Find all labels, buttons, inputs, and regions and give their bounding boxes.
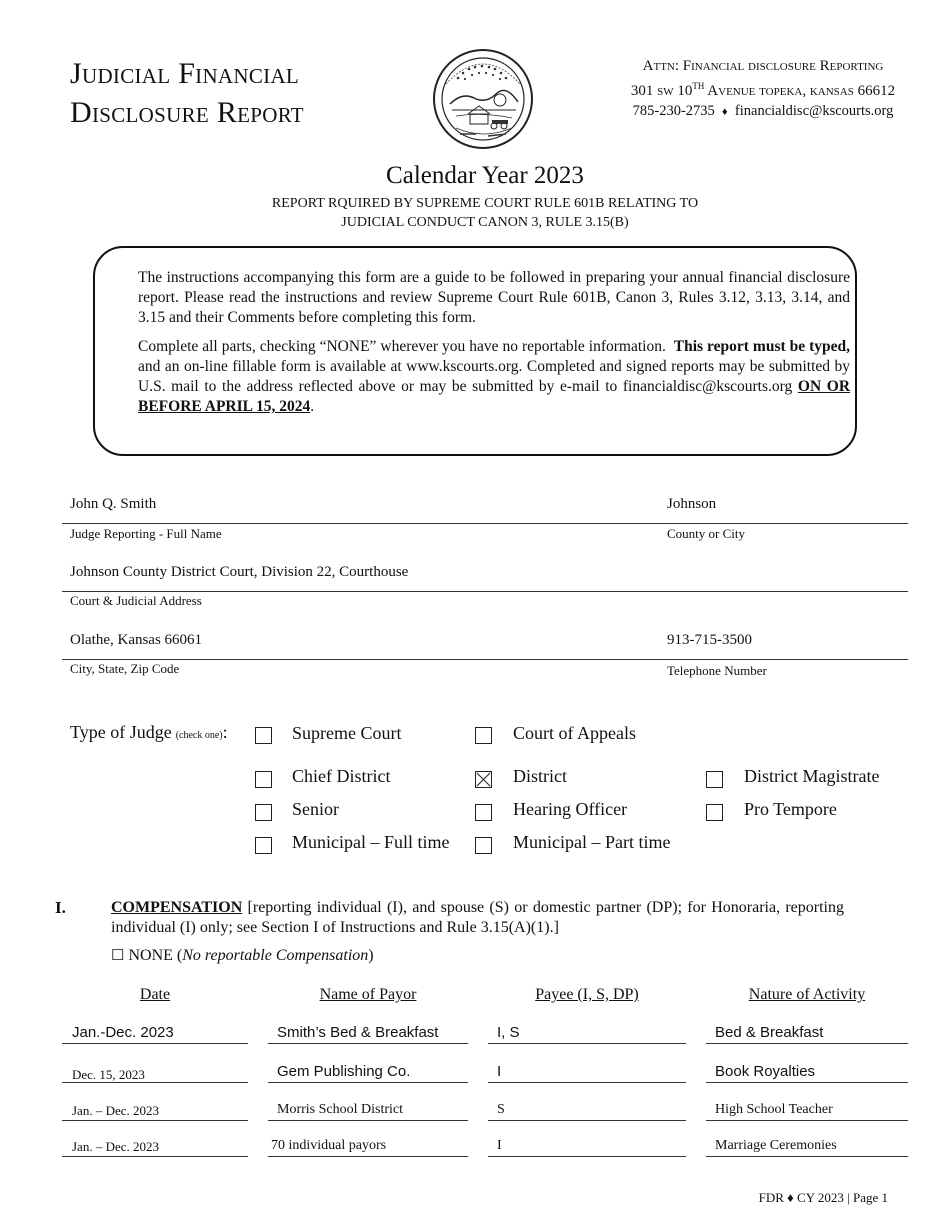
row-4-payee[interactable]: I — [497, 1138, 502, 1153]
option-municipal-full-time: Municipal – Full time — [292, 832, 450, 852]
option-court-of-appeals: Court of Appeals — [513, 723, 636, 743]
checkbox-supreme-court[interactable] — [255, 727, 272, 744]
row-4-payor[interactable]: 70 individual payors — [271, 1138, 387, 1153]
row-2-payee[interactable]: I — [497, 1063, 502, 1080]
row-3-nature[interactable]: High School Teacher — [715, 1102, 833, 1117]
checkbox-municipal-part-time[interactable] — [475, 837, 492, 854]
county-value[interactable]: Johnson — [667, 496, 717, 512]
city-state-zip-label: City, State, Zip Code — [70, 661, 180, 676]
telephone-value[interactable]: 913-715-3500 — [667, 632, 752, 648]
report-title-line2: Disclosure Report — [70, 96, 304, 129]
court-address-value[interactable]: Johnson County District Court, Division 22, Courthouse — [70, 564, 409, 580]
option-district: District — [513, 766, 567, 786]
rule-requirement: REPORT RQUIRED BY SUPREME COURT RULE 601B RELATING TO JUDICIAL CONDUCT CANON 3, RULE 3.15(B) — [271, 196, 699, 230]
row-1-nature[interactable]: Bed & Breakfast — [715, 1024, 824, 1041]
option-senior: Senior — [292, 799, 339, 819]
attn-line: Attn: Financial disclosure Reporting — [642, 58, 884, 74]
column-header-payor: Name of Payor — [319, 986, 417, 1003]
court-address-label: Court & Judicial Address — [70, 593, 202, 608]
section-number: I. — [55, 898, 66, 917]
option-supreme-court: Supreme Court — [292, 723, 402, 743]
row-1-payor[interactable]: Smith’s Bed & Breakfast — [277, 1024, 439, 1041]
row-1-payee[interactable]: I, S — [497, 1024, 520, 1041]
row-underline — [268, 1043, 468, 1044]
report-title-line1: Judicial Financial — [70, 57, 300, 90]
judge-type-label: Type of Judge (check one): — [70, 722, 228, 742]
none-checkbox-icon[interactable]: ☐ — [111, 948, 125, 964]
row-underline — [488, 1082, 686, 1083]
row-underline — [268, 1120, 468, 1121]
checkbox-senior[interactable] — [255, 804, 272, 821]
row-underline — [268, 1156, 468, 1157]
row-underline — [488, 1120, 686, 1121]
option-hearing-officer: Hearing Officer — [513, 799, 628, 819]
row-1-date[interactable]: Jan.-Dec. 2023 — [72, 1024, 174, 1041]
option-chief-district: Chief District — [292, 766, 391, 786]
deadline: ON OR BEFORE APRIL 15, 2024 — [138, 378, 851, 415]
checkbox-district-magistrate[interactable] — [706, 771, 723, 788]
none-compensation-option[interactable]: ☐ NONE (No reportable Compensation) — [111, 947, 374, 964]
checkbox-municipal-full-time[interactable] — [255, 837, 272, 854]
field-underline — [62, 523, 908, 524]
office-phone: 785-230-2735 — [632, 103, 715, 119]
compensation-heading: COMPENSATION — [111, 899, 243, 916]
telephone-label: Telephone Number — [667, 663, 767, 678]
column-header-nature: Nature of Activity — [748, 986, 866, 1003]
phone-email-line — [598, 101, 928, 122]
row-underline — [62, 1120, 248, 1121]
instructions-paragraph-1: The instructions accompanying this form are a guide to be followed in preparing your annual financial disclosure report. Please read the instructions and review Supreme Court Rule 601B, Canon 3, Rules 3.12, 3.13, 3.14, and 3.15 and their Comments before completing this form. — [138, 269, 850, 326]
office-email[interactable]: financialdisc@kscourts.org — [734, 103, 894, 119]
option-district-magistrate: District Magistrate — [744, 766, 880, 786]
form-id: FDR ♦ CY 2023 — [758, 1190, 844, 1205]
county-label: County or City — [667, 526, 746, 541]
compensation-intro — [111, 898, 844, 938]
contact-block — [598, 56, 928, 122]
checkbox-pro-tempore[interactable] — [706, 804, 723, 821]
option-pro-tempore: Pro Tempore — [744, 799, 837, 819]
option-municipal-part-time: Municipal – Part time — [513, 832, 671, 852]
row-underline — [62, 1043, 248, 1044]
row-3-payee[interactable]: S — [497, 1102, 505, 1117]
kansas-seal-icon — [432, 48, 534, 150]
row-4-nature[interactable]: Marriage Ceremonies — [715, 1138, 837, 1153]
row-underline — [706, 1082, 908, 1083]
field-underline — [62, 591, 908, 592]
instructions-paragraph-2: Complete all parts, checking “NONE” wherever you have no reportable information. This report must be typed, and an on-line fillable form is available at www.kscourts.org. Completed and signed reports may be submitted by U.S. mail to the address reflected above or may be submitted by e-mail to financialdisc@kscourts.org ON OR BEFORE APRIL 15, 2024. — [138, 338, 851, 415]
instructions-box — [93, 246, 857, 456]
judge-name-label: Judge Reporting - Full Name — [70, 526, 222, 541]
compensation-description: [reporting individual (I), and spouse (S) or domestic partner (DP); for Honoraria, reporting individual (I) only; see Section I of Instructions and Rule 3.15(A)(1).] — [111, 899, 845, 936]
checkbox-chief-district[interactable] — [255, 771, 272, 788]
calendar-year-title: Calendar Year 2023 — [386, 162, 584, 189]
judge-name-value[interactable]: John Q. Smith — [70, 496, 157, 512]
row-underline — [62, 1082, 248, 1083]
column-header-payee: Payee (I, S, DP) — [535, 986, 639, 1003]
checkbox-court-of-appeals[interactable] — [475, 727, 492, 744]
row-2-nature[interactable]: Book Royalties — [715, 1063, 816, 1080]
footer-divider: | — [847, 1190, 850, 1205]
row-underline — [706, 1156, 908, 1157]
row-underline — [488, 1156, 686, 1157]
city-state-zip-value[interactable]: Olathe, Kansas 66061 — [70, 632, 203, 648]
page-footer — [759, 1190, 888, 1206]
checkbox-hearing-officer[interactable] — [475, 804, 492, 821]
row-2-date[interactable]: Dec. 15, 2023 — [72, 1067, 145, 1082]
diamond-separator-icon: ♦ — [722, 106, 728, 118]
row-underline — [488, 1043, 686, 1044]
column-header-date: Date — [139, 986, 171, 1003]
checkbox-district-checked[interactable] — [475, 771, 492, 788]
row-3-payor[interactable]: Morris School District — [277, 1102, 403, 1117]
page-number: Page 1 — [852, 1190, 888, 1205]
row-2-payor[interactable]: Gem Publishing Co. — [277, 1063, 411, 1080]
field-underline — [62, 659, 908, 660]
row-underline — [268, 1082, 468, 1083]
row-3-date[interactable]: Jan. – Dec. 2023 — [72, 1103, 160, 1118]
report-title — [70, 54, 304, 132]
mailing-address: 301 sw 10TH Avenue topeka, kansas 66612 — [630, 81, 896, 99]
row-4-date[interactable]: Jan. – Dec. 2023 — [72, 1139, 160, 1154]
row-underline — [62, 1156, 248, 1157]
row-underline — [706, 1120, 908, 1121]
row-underline — [706, 1043, 908, 1044]
